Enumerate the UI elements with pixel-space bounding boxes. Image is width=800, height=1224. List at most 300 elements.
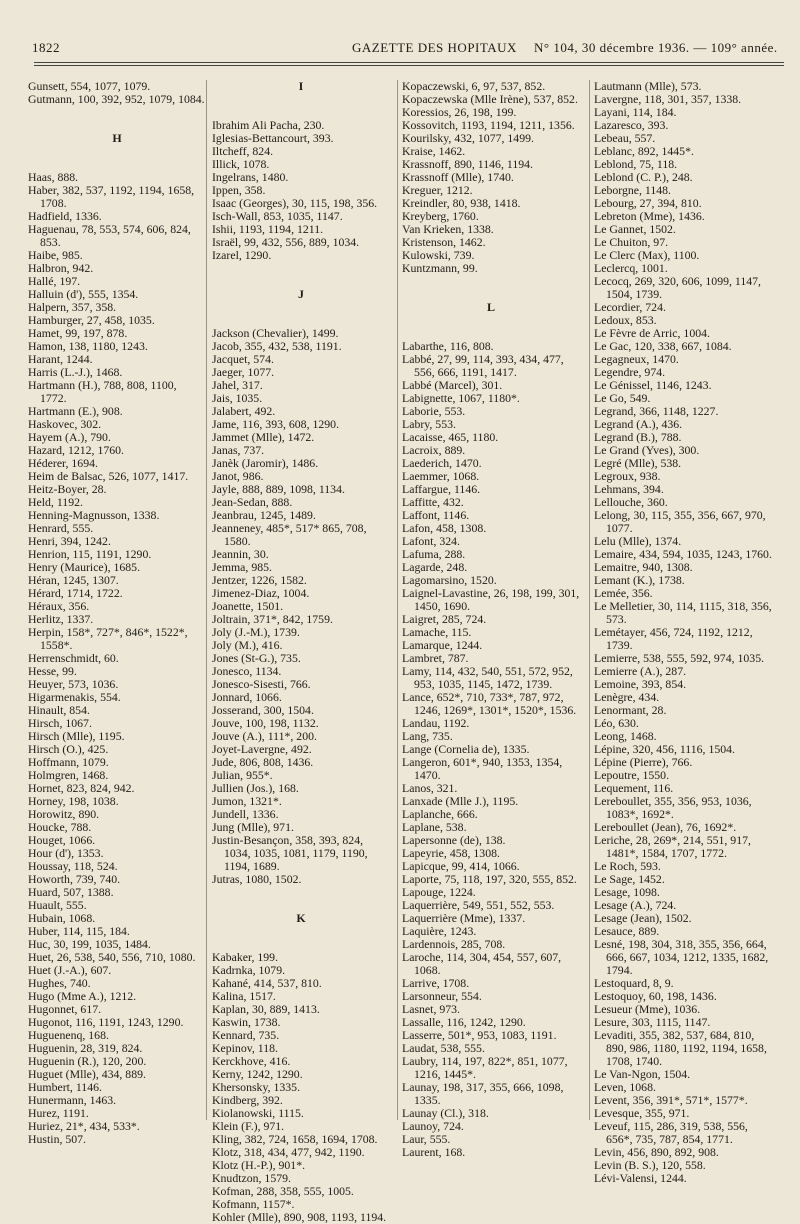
index-entry: Legrand (A.), 436. xyxy=(594,417,683,431)
index-entry: Herlitz, 1337. xyxy=(28,612,94,626)
index-entry: Lesage (A.), 724. xyxy=(594,898,677,912)
index-entry: Jeanneney, 485*, 517* 865, 708, 1580. xyxy=(212,521,367,548)
index-entry: Kadrnka, 1079. xyxy=(212,963,286,977)
index-entry: Horowitz, 890. xyxy=(28,807,100,821)
index-entry: Lange (Cornelia de), 1335. xyxy=(402,742,530,756)
index-entry: Israël, 99, 432, 556, 889, 1034. xyxy=(212,235,360,249)
index-entry: Laquière, 1243. xyxy=(402,924,477,938)
index-entry: Laudat, 538, 555. xyxy=(402,1041,485,1055)
index-entry: Kossovitch, 1193, 1194, 1211, 1356. xyxy=(402,118,575,132)
index-entry: Hoffmann, 1079. xyxy=(28,755,109,769)
page-number: 1822 xyxy=(32,40,60,55)
index-entry: Lagarde, 248. xyxy=(402,560,468,574)
index-entry: Henry (Maurice), 1685. xyxy=(28,560,141,574)
index-entry: Lazaresco, 393. xyxy=(594,118,669,132)
index-entry: Halpern, 357, 358. xyxy=(28,300,117,314)
index-entry: Kling, 382, 724, 1658, 1694, 1708. xyxy=(212,1132,378,1146)
index-entry: Le Gac, 120, 338, 667, 1084. xyxy=(594,339,732,353)
index-entry: Izarel, 1290. xyxy=(212,248,272,262)
index-entry: Jeanbrau, 1245, 1489. xyxy=(212,508,316,522)
issue-info: N° 104, 30 décembre 1936. — 109° année. xyxy=(534,40,778,55)
index-entry: Lecocq, 269, 320, 606, 1099, 1147, 1504, 1739. xyxy=(594,274,761,301)
index-entry: Lasserre, 501*, 953, 1083, 1191. xyxy=(402,1028,557,1042)
index-entry: Kreguer, 1212. xyxy=(402,183,473,197)
section-gap xyxy=(212,262,390,288)
index-entry: Lamache, 115. xyxy=(402,625,472,639)
index-entry: Huriez, 21*, 434, 533*. xyxy=(28,1119,140,1133)
index-entry: Lapeyrie, 458, 1308. xyxy=(402,846,500,860)
index-entry: Henri, 394, 1242. xyxy=(28,534,111,548)
index-entry: Lesure, 303, 1115, 1147. xyxy=(594,1015,711,1029)
index-entry: Hurez, 1191. xyxy=(28,1106,89,1120)
index-entry: Lemoine, 393, 854. xyxy=(594,677,687,691)
index-entry: Kreyberg, 1760. xyxy=(402,209,479,223)
index-entry: Le Grand (Yves), 300. xyxy=(594,443,700,457)
index-entry: Lautmann (Mlle), 573. xyxy=(594,79,702,93)
index-entry: Lépine (Pierre), 766. xyxy=(594,755,693,769)
section-gap xyxy=(28,145,206,171)
header-rule xyxy=(34,62,784,63)
index-entry: Kerckhove, 416. xyxy=(212,1054,291,1068)
index-entry: Legagneux, 1470. xyxy=(594,352,679,366)
index-entry: Hirsch (O.), 425. xyxy=(28,742,109,756)
index-entry: Lebreton (Mme), 1436. xyxy=(594,209,705,223)
index-entry: Laquerrière, 549, 551, 552, 553. xyxy=(402,898,555,912)
index-entry: Harant, 1244. xyxy=(28,352,93,366)
index-entry: Laederich, 1470. xyxy=(402,456,482,470)
index-entry: Lavergne, 118, 301, 357, 1338. xyxy=(594,92,742,106)
index-entry: Jullien (Jos.), 168. xyxy=(212,781,299,795)
index-column-3 xyxy=(402,79,580,1159)
index-entry: Lereboullet (Jean), 76, 1692*. xyxy=(594,820,737,834)
index-entry: Hamet, 99, 197, 878. xyxy=(28,326,128,340)
index-entry: Kerny, 1242, 1290. xyxy=(212,1067,303,1081)
index-entry: Lamarque, 1244. xyxy=(402,638,483,652)
index-entry: Lambret, 787. xyxy=(402,651,469,665)
index-entry: Lassalle, 116, 1242, 1290. xyxy=(402,1015,526,1029)
index-column-1 xyxy=(28,79,206,1146)
index-entry: Jalabert, 492. xyxy=(212,404,276,418)
index-entry: Leclercq, 1001. xyxy=(594,261,668,275)
index-entry: Lemant (K.), 1738. xyxy=(594,573,685,587)
index-entry: Leriche, 28, 269*, 214, 551, 917, 1481*, 1584, 1707, 1772. xyxy=(594,833,751,860)
index-entry: Howorth, 739, 740. xyxy=(28,872,121,886)
index-entry: Laignel-Lavastine, 26, 198, 199, 301, 1450, 1690. xyxy=(402,586,580,613)
section-gap xyxy=(402,314,580,340)
index-entry: Lagomarsino, 1520. xyxy=(402,573,497,587)
index-entry: Labry, 553. xyxy=(402,417,456,431)
index-entry: Haber, 382, 537, 1192, 1194, 1658, 1708. xyxy=(28,183,195,210)
index-entry: Héran, 1245, 1307. xyxy=(28,573,119,587)
index-entry: Janèk (Jaromir), 1486. xyxy=(212,456,319,470)
index-entry: Kepinov, 118. xyxy=(212,1041,278,1055)
index-entry: Laroche, 114, 304, 454, 557, 607, 1068. xyxy=(402,950,562,977)
index-entry: Kahané, 414, 537, 810. xyxy=(212,976,322,990)
index-entry: Kofman, 288, 358, 555, 1005. xyxy=(212,1184,354,1198)
index-entry: Laquerrière (Mme), 1337. xyxy=(402,911,526,925)
index-entry: Legendre, 974. xyxy=(594,365,666,379)
section-gap xyxy=(212,301,390,327)
index-entry: Hinault, 854. xyxy=(28,703,90,717)
index-entry: Joly (J.-M.), 1739. xyxy=(212,625,300,639)
index-entry: Hunermann, 1463. xyxy=(28,1093,117,1107)
index-entry: Jouve, 100, 198, 1132. xyxy=(212,716,319,730)
index-entry: Levesque, 355, 971. xyxy=(594,1106,690,1120)
section-letter: J xyxy=(298,287,304,301)
index-entry: Heuyer, 573, 1036. xyxy=(28,677,119,691)
index-entry: Huguenenq, 168. xyxy=(28,1028,109,1042)
index-entry: Jumon, 1321*. xyxy=(212,794,282,808)
index-entry: Jude, 806, 808, 1436. xyxy=(212,755,314,769)
index-entry: Lemaitre, 940, 1308. xyxy=(594,560,693,574)
index-entry: Hugonnet, 617. xyxy=(28,1002,102,1016)
index-entry: Lequement, 116. xyxy=(594,781,674,795)
section-gap xyxy=(28,106,206,132)
index-entry: Huguenin, 28, 319, 824. xyxy=(28,1041,143,1055)
index-entry: Lestoquoy, 60, 198, 1436. xyxy=(594,989,717,1003)
index-entry: Klotz (H.-P.), 901*. xyxy=(212,1158,306,1172)
index-entry: Kaplan, 30, 889, 1413. xyxy=(212,1002,320,1016)
index-entry: Huet (J.-A.), 607. xyxy=(28,963,112,977)
index-entry: Jonesco, 1134. xyxy=(212,664,282,678)
index-entry: Ledoux, 853. xyxy=(594,313,657,327)
index-entry: Kuntzmann, 99. xyxy=(402,261,478,275)
index-entry: Lenègre, 434. xyxy=(594,690,660,704)
index-entry: Lafon, 458, 1308. xyxy=(402,521,487,535)
section-gap xyxy=(212,925,390,951)
index-entry: Lépine, 320, 456, 1116, 1504. xyxy=(594,742,735,756)
index-entry: Laplanche, 666. xyxy=(402,807,478,821)
section-gap xyxy=(402,275,580,301)
index-entry: Leong, 1468. xyxy=(594,729,657,743)
index-entry: Kofmann, 1157*. xyxy=(212,1197,295,1211)
index-entry: Léo, 630. xyxy=(594,716,639,730)
section-letter: H xyxy=(112,131,122,145)
index-entry: Julian, 955*. xyxy=(212,768,273,782)
index-entry: Le Melletier, 30, 114, 1115, 318, 356, 573. xyxy=(594,599,772,626)
index-entry: Kopaczewska (Mlle Irène), 537, 852. xyxy=(402,92,578,106)
index-entry: Layani, 114, 184. xyxy=(594,105,677,119)
index-entry: Le Sage, 1452. xyxy=(594,872,665,886)
index-entry: Lacaisse, 465, 1180. xyxy=(402,430,499,444)
index-entry: Heim de Balsac, 526, 1077, 1417. xyxy=(28,469,189,483)
index-entry: Henrion, 115, 1191, 1290. xyxy=(28,547,152,561)
index-entry: Launoy, 724. xyxy=(402,1119,464,1133)
index-entry: Legrand, 366, 1148, 1227. xyxy=(594,404,719,418)
index-entry: Jeannin, 30. xyxy=(212,547,269,561)
index-entry: Houcke, 788. xyxy=(28,820,92,834)
index-entry: Houssay, 118, 524. xyxy=(28,859,118,873)
index-entry: Hirsch (Mlle), 1195. xyxy=(28,729,125,743)
index-entry: Laubry, 114, 197, 822*, 851, 1077, 1216, 1445*. xyxy=(402,1054,568,1081)
index-entry: Larrive, 1708. xyxy=(402,976,470,990)
index-entry: Kohler (Mlle), 890, 908, 1193, 1194. xyxy=(212,1210,387,1224)
index-entry: Holmgren, 1468. xyxy=(28,768,109,782)
index-entry: Landau, 1192. xyxy=(402,716,470,730)
index-entry: Van Krieken, 1338. xyxy=(402,222,494,236)
index-entry: Launay, 198, 317, 355, 666, 1098, 1335. xyxy=(402,1080,564,1107)
index-entry: Hustin, 507. xyxy=(28,1132,87,1146)
index-entry: Krassnoff, 890, 1146, 1194. xyxy=(402,157,533,171)
index-entry: Le Fèvre de Arric, 1004. xyxy=(594,326,710,340)
index-entry: Kopaczewski, 6, 97, 537, 852. xyxy=(402,79,546,93)
index-entry: Hérauх, 356. xyxy=(28,599,90,613)
index-entry: Iltcheff, 824. xyxy=(212,144,274,158)
index-entry: Higarmenakis, 554. xyxy=(28,690,121,704)
index-entry: Isaac (Georges), 30, 115, 198, 356. xyxy=(212,196,378,210)
index-entry: Khersonsky, 1335. xyxy=(212,1080,301,1094)
index-entry: Lepoutre, 1550. xyxy=(594,768,670,782)
section-letter: I xyxy=(298,79,304,93)
index-entry: Jais, 1035. xyxy=(212,391,263,405)
index-entry: Lapersonne (de), 138. xyxy=(402,833,506,847)
index-entry: Kindberg, 392. xyxy=(212,1093,283,1107)
index-entry: Halbron, 942. xyxy=(28,261,94,275)
index-entry: Iglesias-Bettancourt, 393. xyxy=(212,131,334,145)
index-entry: Jimenez-Diaz, 1004. xyxy=(212,586,310,600)
index-entry: Jackson (Chevalier), 1499. xyxy=(212,326,339,340)
index-entry: Jung (Mlle), 971. xyxy=(212,820,294,834)
index-entry: Kaswin, 1738. xyxy=(212,1015,281,1029)
index-entry: Leveuf, 115, 286, 319, 538, 556, 656*, 735, 787, 854, 1771. xyxy=(594,1119,748,1146)
index-entry: Horney, 198, 1038. xyxy=(28,794,119,808)
index-entry: Jayle, 888, 889, 1098, 1134. xyxy=(212,482,345,496)
index-entry: Heitz-Boyer, 28. xyxy=(28,482,107,496)
index-entry: Lacroix, 889. xyxy=(402,443,466,457)
index-entry: Jouve (A.), 111*, 200. xyxy=(212,729,317,743)
index-entry: Lesauce, 889. xyxy=(594,924,660,938)
index-entry: Jean-Sedan, 888. xyxy=(212,495,293,509)
index-entry: Kraise, 1462. xyxy=(402,144,466,158)
index-entry: Leblond (C. P.), 248. xyxy=(594,170,693,184)
index-entry: Jame, 116, 393, 608, 1290. xyxy=(212,417,340,431)
index-entry: Levin (B. S.), 120, 558. xyxy=(594,1158,706,1172)
index-entry: Humbert, 1146. xyxy=(28,1080,102,1094)
index-entry: Labignette, 1067, 1180*. xyxy=(402,391,520,405)
index-columns xyxy=(28,79,786,1224)
index-entry: Laurent, 168. xyxy=(402,1145,466,1159)
running-header xyxy=(30,38,786,60)
index-entry: Huet, 26, 538, 540, 556, 710, 1080. xyxy=(28,950,196,964)
index-entry: Jundell, 1336. xyxy=(212,807,279,821)
index-entry: Justin-Besançon, 358, 393, 824, 1034, 1035, 1081, 1179, 1190, 1194, 1689. xyxy=(212,833,368,873)
index-entry: Hirsch, 1067. xyxy=(28,716,92,730)
index-entry: Lesage (Jean), 1502. xyxy=(594,911,692,925)
index-entry: Jonesco-Sisesti, 766. xyxy=(212,677,311,691)
index-entry: Jammet (Mlle), 1472. xyxy=(212,430,315,444)
index-entry: Gutmann, 100, 392, 952, 1079, 1084. xyxy=(28,92,205,106)
index-entry: Huguet (Mlle), 434, 889. xyxy=(28,1067,146,1081)
index-entry: Laffont, 1146. xyxy=(402,508,470,522)
index-entry: Jacob, 355, 432, 538, 1191. xyxy=(212,339,342,353)
index-entry: Jutras, 1080, 1502. xyxy=(212,872,302,886)
index-entry: Legrand (B.), 788. xyxy=(594,430,682,444)
index-entry: Le Gannet, 1502. xyxy=(594,222,676,236)
index-entry: Haskovec, 302. xyxy=(28,417,102,431)
index-entry: Hartmann (E.), 908. xyxy=(28,404,123,418)
index-entry: Lasnet, 973. xyxy=(402,1002,460,1016)
index-entry: Hamburger, 27, 458, 1035. xyxy=(28,313,155,327)
index-entry: Huard, 507, 1388. xyxy=(28,885,114,899)
index-entry: Lapicque, 99, 414, 1066. xyxy=(402,859,520,873)
index-entry: Le Go, 549. xyxy=(594,391,651,405)
index-entry: Leven, 1068. xyxy=(594,1080,656,1094)
index-entry: Laur, 555. xyxy=(402,1132,451,1146)
index-entry: Lamy, 114, 432, 540, 551, 572, 952, 953, 1035, 1145, 1472, 1739. xyxy=(402,664,573,691)
section-letter: K xyxy=(296,911,306,925)
index-column-2 xyxy=(212,79,390,1224)
index-entry: Héderer, 1694. xyxy=(28,456,98,470)
index-entry: Kristenson, 1462. xyxy=(402,235,486,249)
index-entry: Lanxade (Mlle J.), 1195. xyxy=(402,794,519,808)
index-entry: Laffitte, 432. xyxy=(402,495,464,509)
index-entry: Hadfield, 1336. xyxy=(28,209,102,223)
index-entry: Leblond, 75, 118. xyxy=(594,157,678,171)
index-entry: Janas, 737. xyxy=(212,443,265,457)
index-entry: Ippen, 358. xyxy=(212,183,266,197)
index-entry: Hallé, 197. xyxy=(28,274,81,288)
index-entry: Hornet, 823, 824, 942. xyxy=(28,781,135,795)
index-entry: Larsonneur, 554. xyxy=(402,989,482,1003)
index-entry: Jentzer, 1226, 1582. xyxy=(212,573,307,587)
index-entry: Krassnoff (Mlle), 1740. xyxy=(402,170,514,184)
index-entry: Laemmer, 1068. xyxy=(402,469,480,483)
index-entry: Labbé, 27, 99, 114, 393, 434, 477, 556, 666, 1191, 1417. xyxy=(402,352,564,379)
index-entry: Lafont, 324. xyxy=(402,534,460,548)
index-entry: Haibe, 985. xyxy=(28,248,83,262)
journal-title: GAZETTE DES HOPITAUX xyxy=(352,40,517,55)
index-entry: Jaeger, 1077. xyxy=(212,365,275,379)
index-entry: Josserand, 300, 1504. xyxy=(212,703,314,717)
index-column-4 xyxy=(594,79,772,1185)
index-entry: Levent, 356, 391*, 571*, 1577*. xyxy=(594,1093,748,1107)
index-entry: Hesse, 99. xyxy=(28,664,77,678)
index-entry: Le Clerc (Max), 1100. xyxy=(594,248,700,262)
header-rule-double xyxy=(34,65,784,66)
index-entry: Gunsett, 554, 1077, 1079. xyxy=(28,79,151,93)
index-entry: Lelu (Mlle), 1374. xyxy=(594,534,682,548)
index-entry: Joltrain, 371*, 842, 1759. xyxy=(212,612,333,626)
index-entry: Lang, 735. xyxy=(402,729,453,743)
section-letter: L xyxy=(486,300,495,314)
index-entry: Lecordier, 724. xyxy=(594,300,666,314)
index-entry: Jemma, 985. xyxy=(212,560,272,574)
index-entry: Lereboullet, 355, 356, 953, 1036, 1083*, 1692*. xyxy=(594,794,752,821)
index-entry: Lehmans, 394. xyxy=(594,482,664,496)
index-entry: Lévi-Valensi, 1244. xyxy=(594,1171,687,1185)
index-entry: Hérard, 1714, 1722. xyxy=(28,586,123,600)
index-entry: Lestoquard, 8, 9. xyxy=(594,976,674,990)
index-entry: Herrenschmidt, 60. xyxy=(28,651,119,665)
index-entry: Le Chuiton, 97. xyxy=(594,235,669,249)
index-entry: Hazard, 1212, 1760. xyxy=(28,443,124,457)
index-entry: Kreindler, 80, 938, 1418. xyxy=(402,196,521,210)
index-entry: Joanette, 1501. xyxy=(212,599,284,613)
index-entry: Janot, 986. xyxy=(212,469,264,483)
index-entry: Koressios, 26, 198, 199. xyxy=(402,105,517,119)
index-entry: Lemétayer, 456, 724, 1192, 1212, 1739. xyxy=(594,625,753,652)
index-entry: Lellouche, 360. xyxy=(594,495,668,509)
index-entry: Laplane, 538. xyxy=(402,820,467,834)
index-entry: Lemierre (A.), 287. xyxy=(594,664,687,678)
section-gap xyxy=(212,93,390,119)
index-entry: Huc, 30, 199, 1035, 1484. xyxy=(28,937,151,951)
index-entry: Huguenin (R.), 120, 200. xyxy=(28,1054,147,1068)
index-entry: Herpin, 158*, 727*, 846*, 1522*, 1558*. xyxy=(28,625,188,652)
index-entry: Knudtzon, 1579. xyxy=(212,1171,291,1185)
index-entry: Henrard, 555. xyxy=(28,521,94,535)
index-entry: Kiolanowski, 1115. xyxy=(212,1106,304,1120)
index-entry: Joyet-Lavergne, 492. xyxy=(212,742,312,756)
index-entry: Lesueur (Mme), 1036. xyxy=(594,1002,701,1016)
index-entry: Lanos, 321. xyxy=(402,781,458,795)
index-entry: Halluin (d'), 555, 1354. xyxy=(28,287,139,301)
index-entry: Ibrahim Ali Pacha, 230. xyxy=(212,118,325,132)
index-entry: Huber, 114, 115, 184. xyxy=(28,924,130,938)
index-entry: Huault, 555. xyxy=(28,898,87,912)
index-entry: Lafuma, 288. xyxy=(402,547,466,561)
index-entry: Jonnard, 1066. xyxy=(212,690,282,704)
index-entry: Klein (F.), 971. xyxy=(212,1119,285,1133)
index-entry: Hayem (A.), 790. xyxy=(28,430,111,444)
index-entry: Houget, 1066. xyxy=(28,833,96,847)
index-entry: Leborgne, 1148. xyxy=(594,183,671,197)
index-entry: Lance, 652*, 710, 733*, 787, 972, 1246, 1269*, 1301*, 1520*, 1536. xyxy=(402,690,577,717)
index-entry: Laigret, 285, 724. xyxy=(402,612,487,626)
index-entry: Kulowski, 739. xyxy=(402,248,475,262)
index-entry: Lenormant, 28. xyxy=(594,703,667,717)
index-entry: Hamon, 138, 1180, 1243. xyxy=(28,339,148,353)
index-entry: Harris (L.-J.), 1468. xyxy=(28,365,123,379)
index-entry: Labbé (Marcel), 301. xyxy=(402,378,503,392)
index-entry: Isch-Wall, 853, 1035, 1147. xyxy=(212,209,343,223)
index-entry: Lardennois, 285, 708. xyxy=(402,937,506,951)
index-entry: Kennard, 735. xyxy=(212,1028,280,1042)
index-entry: Hartmann (H.), 788, 808, 1100, 1772. xyxy=(28,378,177,405)
index-entry: Le Génissel, 1146, 1243. xyxy=(594,378,712,392)
index-entry: Levin, 456, 890, 892, 908. xyxy=(594,1145,719,1159)
index-entry: Ishii, 1193, 1194, 1211. xyxy=(212,222,324,236)
index-entry: Lebeau, 557. xyxy=(594,131,656,145)
index-entry: Illick, 1078. xyxy=(212,157,270,171)
index-entry: Labarthe, 116, 808. xyxy=(402,339,494,353)
index-entry: Lemaire, 434, 594, 1035, 1243, 1760. xyxy=(594,547,772,561)
index-entry: Le Van-Ngon, 1504. xyxy=(594,1067,691,1081)
index-entry: Kalina, 1517. xyxy=(212,989,276,1003)
index-entry: Klotz, 318, 434, 477, 942, 1190. xyxy=(212,1145,365,1159)
index-entry: Haguenau, 78, 553, 574, 606, 824, 853. xyxy=(28,222,191,249)
index-entry: Laporte, 75, 118, 197, 320, 555, 852. xyxy=(402,872,577,886)
index-entry: Leblanc, 892, 1445*. xyxy=(594,144,694,158)
index-entry: Laborie, 553. xyxy=(402,404,466,418)
section-gap xyxy=(212,886,390,912)
index-entry: Hugo (Mme A.), 1212. xyxy=(28,989,137,1003)
index-entry: Kabaker, 199. xyxy=(212,950,279,964)
index-entry: Kourilsky, 432, 1077, 1499. xyxy=(402,131,534,145)
index-entry: Langeron, 601*, 940, 1353, 1354, 1470. xyxy=(402,755,563,782)
index-entry: Laffargue, 1146. xyxy=(402,482,481,496)
index-entry: Legré (Mlle), 538. xyxy=(594,456,682,470)
index-entry: Haas, 888. xyxy=(28,170,79,184)
index-entry: Lesage, 1098. xyxy=(594,885,660,899)
index-entry: Hugonot, 116, 1191, 1243, 1290. xyxy=(28,1015,184,1029)
index-entry: Launay (Cl.), 318. xyxy=(402,1106,489,1120)
index-entry: Ingelrans, 1480. xyxy=(212,170,289,184)
index-entry: Hughes, 740. xyxy=(28,976,91,990)
index-entry: Hour (d'), 1353. xyxy=(28,846,104,860)
index-entry: Lemierre, 538, 555, 592, 974, 1035. xyxy=(594,651,765,665)
index-entry: Held, 1192. xyxy=(28,495,83,509)
